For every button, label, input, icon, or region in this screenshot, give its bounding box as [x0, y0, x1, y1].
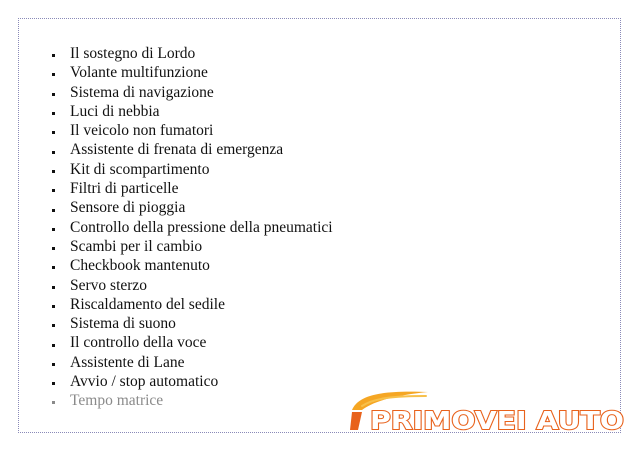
bullet-icon [52, 324, 55, 327]
logo-wordmark: PRIMOVEI AUTO [370, 406, 624, 435]
list-item-label: Servo sterzo [70, 276, 148, 294]
list-item [52, 44, 333, 63]
list-item-label: Sistema di navigazione [70, 83, 214, 101]
bullet-icon [52, 344, 55, 347]
bullet-icon [52, 73, 55, 76]
list-item-label: Assistente di frenata di emergenza [70, 141, 284, 159]
bullet-icon [52, 401, 55, 404]
list-item [52, 333, 333, 352]
bullet-icon [52, 93, 55, 96]
list-item [52, 83, 333, 102]
bullet-icon [52, 286, 55, 289]
list-item [52, 121, 333, 140]
bullet-icon [52, 170, 55, 173]
bullet-icon [52, 228, 55, 231]
bullet-icon [52, 54, 55, 57]
logo-swoosh [350, 412, 362, 430]
list-item-label: Luci di nebbia [70, 102, 160, 120]
bullet-icon [52, 305, 55, 308]
bullet-icon [52, 151, 55, 154]
list-item [52, 372, 333, 391]
list-item-label: Avvio / stop automatico [70, 373, 219, 391]
list-item-label: Volante multifunzione [70, 64, 208, 82]
list-item [52, 198, 333, 217]
feature-list [52, 44, 333, 411]
bullet-icon [52, 112, 55, 115]
list-item-label: Tempo matrice [70, 392, 164, 410]
list-item-label: Il controllo della voce [70, 334, 207, 352]
bullet-icon [52, 363, 55, 366]
list-item-label: Il veicolo non fumatori [70, 122, 214, 140]
list-item [52, 353, 333, 372]
dealer-logo [348, 384, 630, 438]
list-item-label: Checkbook mantenuto [70, 257, 210, 275]
list-item [52, 63, 333, 82]
list-item-label: Filtri di particelle [70, 180, 179, 198]
list-item [52, 391, 333, 410]
list-item [52, 314, 333, 333]
list-item-label: Kit di scompartimento [70, 160, 210, 178]
list-item-label: Riscaldamento del sedile [70, 295, 225, 313]
list-item-label: Controllo della pressione della pneumatici [70, 218, 333, 236]
list-item-label: Scambi per il cambio [70, 237, 203, 255]
bullet-icon [52, 247, 55, 250]
bullet-icon [52, 189, 55, 192]
list-item [52, 140, 333, 159]
list-item-label: Assistente di Lane [70, 353, 185, 371]
list-item [52, 276, 333, 295]
bullet-icon [52, 209, 55, 212]
list-item [52, 237, 333, 256]
list-item [52, 160, 333, 179]
bullet-icon [52, 131, 55, 134]
list-item [52, 295, 333, 314]
list-item [52, 218, 333, 237]
bullet-icon [52, 382, 55, 385]
list-item-label: Il sostegno di Lordo [70, 45, 196, 62]
list-item [52, 256, 333, 275]
bullet-icon [52, 266, 55, 269]
list-item-label: Sistema di suono [70, 315, 176, 333]
list-item [52, 179, 333, 198]
list-item [52, 102, 333, 121]
list-item-label: Sensore di pioggia [70, 199, 186, 217]
